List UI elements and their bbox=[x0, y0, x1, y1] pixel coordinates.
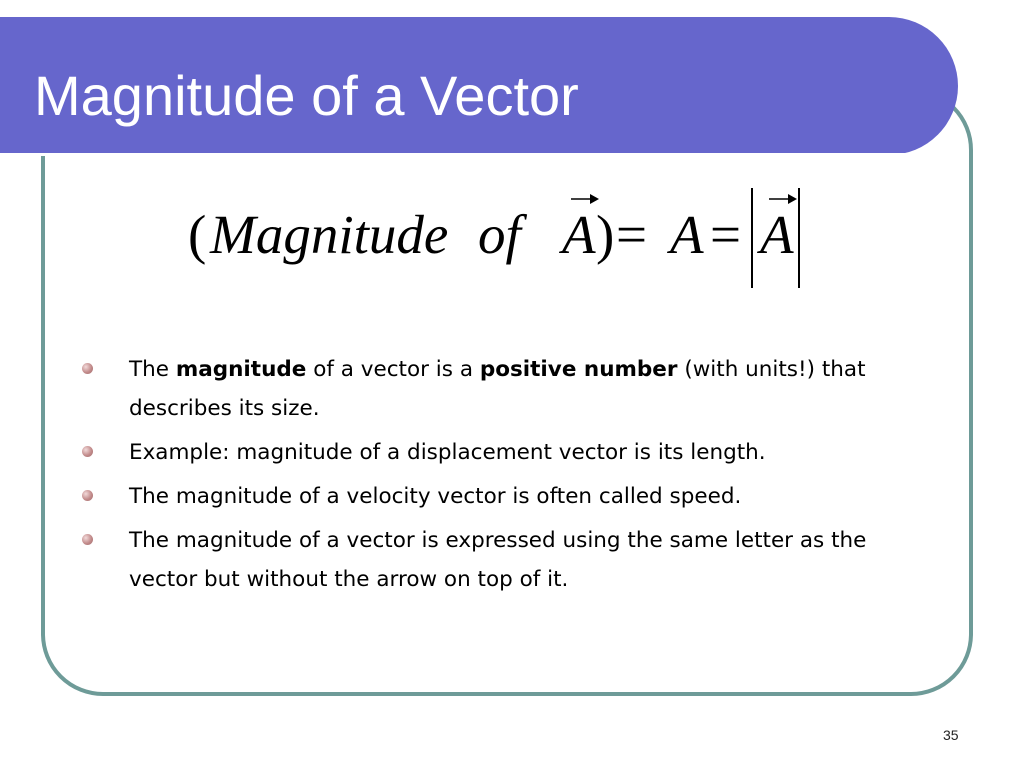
formula-open-paren: ( bbox=[188, 204, 207, 265]
bullet-item bbox=[78, 521, 938, 599]
abs-bar-right bbox=[798, 188, 800, 288]
formula-vector-letter: A bbox=[562, 204, 596, 265]
bullet-text: of a vector is a bbox=[306, 357, 480, 382]
bullet-dot-icon bbox=[82, 363, 93, 374]
bullet-text: The bbox=[129, 357, 176, 382]
bullet-text: Example: magnitude of a displacement vector is its length. bbox=[129, 440, 766, 465]
formula-abs-vector-letter: A bbox=[760, 204, 794, 265]
bullet-text: (with units!) that describes its size. bbox=[129, 357, 866, 421]
bullet-bold-text: magnitude bbox=[175, 357, 307, 382]
formula-of-word: of bbox=[478, 204, 521, 265]
vector-arrow-icon bbox=[768, 192, 798, 206]
formula-scalar-letter: A bbox=[670, 204, 704, 265]
page-number: 35 bbox=[943, 727, 959, 743]
abs-bar-left bbox=[751, 188, 753, 288]
bullet-list bbox=[78, 350, 938, 604]
bullet-bold-text: positive number bbox=[479, 357, 678, 382]
slide-title: Magnitude of a Vector bbox=[34, 64, 579, 127]
formula-close-paren: ) bbox=[596, 204, 615, 265]
formula-magnitude-word: Magnitude bbox=[210, 204, 449, 265]
bullet-item bbox=[78, 350, 938, 428]
formula-equals-1: = bbox=[616, 204, 648, 265]
bullet-dot-icon bbox=[82, 446, 93, 457]
bullet-dot-icon bbox=[82, 490, 93, 501]
bullet-item bbox=[78, 477, 938, 516]
bullet-text: The magnitude of a velocity vector is often called speed. bbox=[129, 484, 742, 509]
bullet-text: The magnitude of a vector is expressed using the same letter as the vector but without the arrow on top of it. bbox=[129, 528, 867, 592]
magnitude-formula bbox=[188, 188, 828, 292]
formula-equals-2: = bbox=[710, 204, 742, 265]
title-underline bbox=[0, 153, 906, 156]
bullet-dot-icon bbox=[82, 534, 93, 545]
bullet-item bbox=[78, 433, 938, 472]
title-bar bbox=[0, 17, 958, 155]
